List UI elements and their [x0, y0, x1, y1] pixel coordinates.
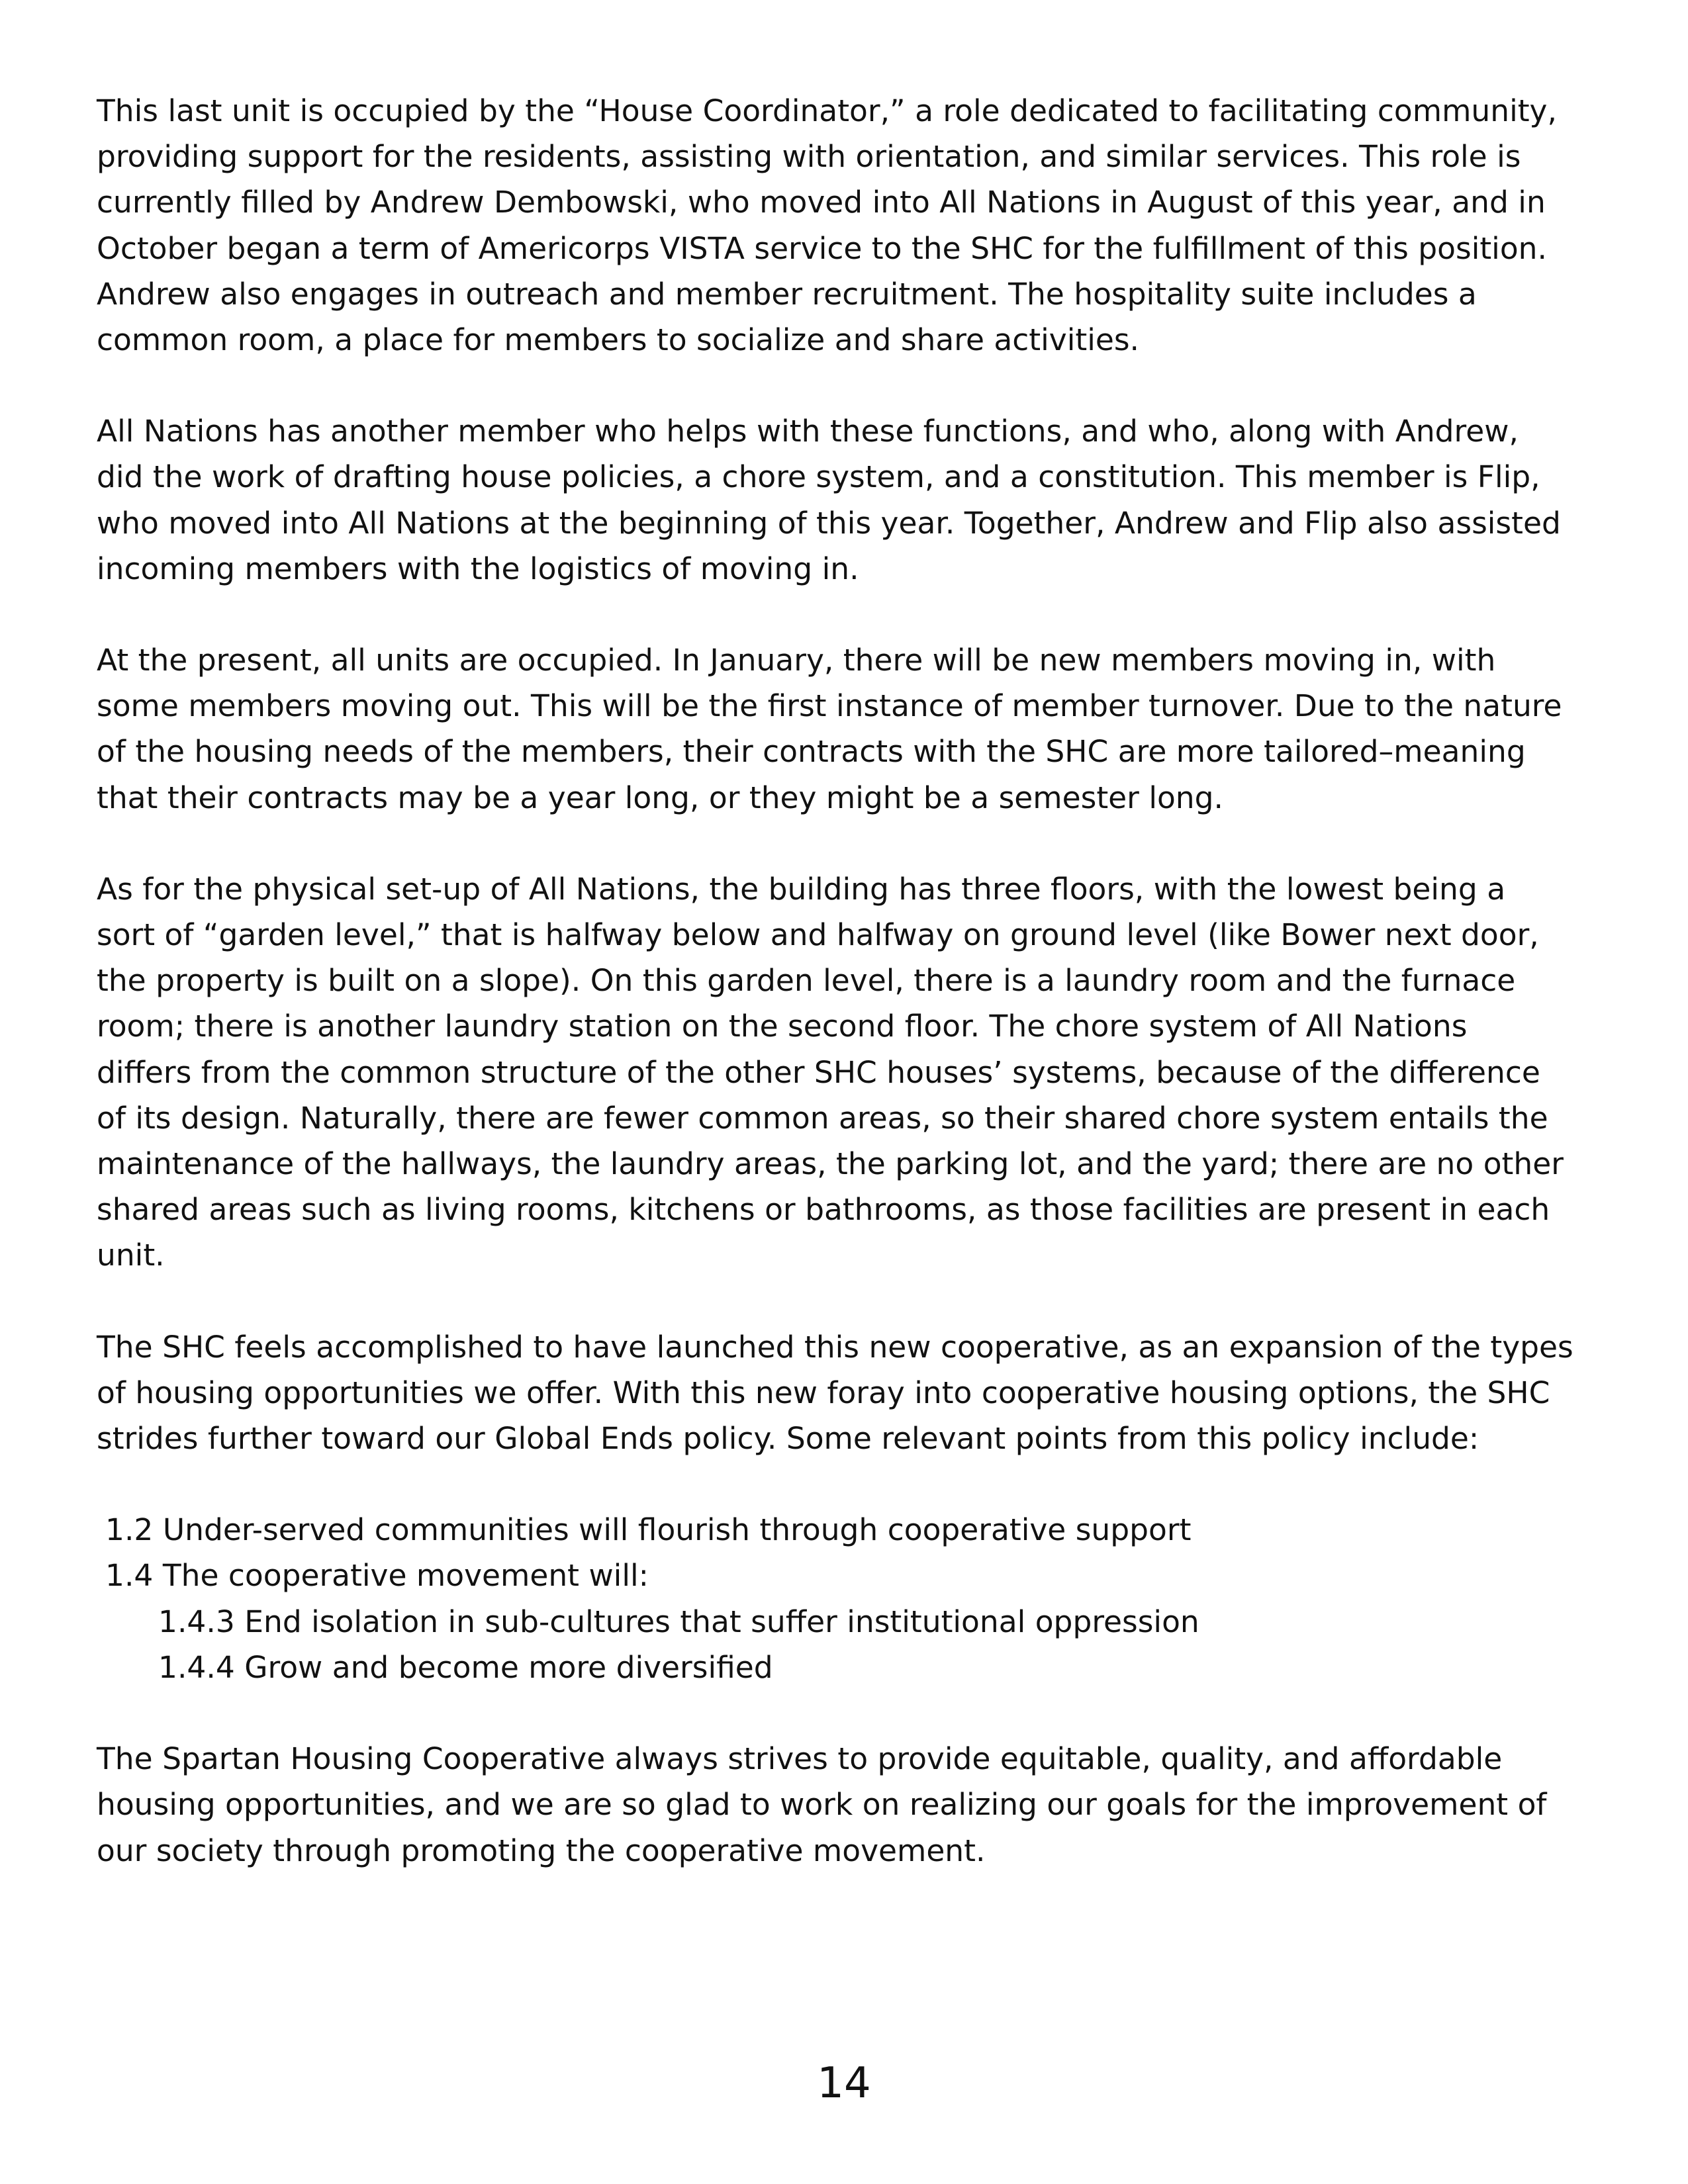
text-line: did the work of drafting house policies, a chore system, and a constitution. This member is Flip, [97, 459, 1540, 495]
policy-item-1-4-4: 1.4.4 Grow and become more diversified [158, 1649, 773, 1685]
policy-item-1-2: 1.2 Under-served communities will flourish through cooperative support [105, 1512, 1192, 1548]
paragraph-accomplishment [97, 1324, 1606, 1462]
text-line: room; there is another laundry station on the second floor. The chore system of All Nations [97, 1009, 1468, 1044]
text-line: incoming members with the logistics of moving in. [97, 551, 859, 586]
text-line: that their contracts may be a year long, or they might be a semester long. [97, 780, 1223, 815]
text-line: differs from the common structure of the other SHC houses’ systems, because of the difference [97, 1054, 1540, 1090]
page-number: 14 [817, 2059, 871, 2108]
text-line: who moved into All Nations at the beginning of this year. Together, Andrew and Flip also assisted [97, 505, 1561, 541]
text-line: shared areas such as living rooms, kitchens or bathrooms, as those facilities are present in each [97, 1192, 1550, 1228]
text-line: sort of “garden level,” that is halfway below and halfway on ground level (like Bower next door, [97, 917, 1539, 953]
paragraph-closing [97, 1736, 1606, 1874]
text-line: housing opportunities, and we are so glad to work on realizing our goals for the improvement of [97, 1787, 1547, 1823]
text-line: The Spartan Housing Cooperative always strives to provide equitable, quality, and affordable [97, 1741, 1503, 1777]
text-line: strides further toward our Global Ends policy. Some relevant points from this policy include: [97, 1421, 1479, 1457]
text-line: This last unit is occupied by the “House Coordinator,” a role dedicated to facilitating community, [97, 93, 1557, 128]
text-line: October began a term of Americorps VISTA service to the SHC for the fulfillment of this position. [97, 230, 1547, 266]
paragraph-physical-setup [97, 866, 1606, 1279]
text-line: The SHC feels accomplished to have launched this new cooperative, as an expansion of the types [97, 1329, 1573, 1365]
text-line: our society through promoting the cooperative movement. [97, 1833, 986, 1868]
text-line: Andrew also engages in outreach and member recruitment. The hospitality suite includes a [97, 276, 1477, 312]
text-line: unit. [97, 1238, 165, 1273]
page-body [97, 88, 1606, 1919]
text-line: some members moving out. This will be the first instance of member turnover. Due to the nature [97, 688, 1562, 724]
text-line: of housing opportunities we offer. With this new foray into cooperative housing options, the SHC [97, 1375, 1550, 1410]
paragraph-occupancy [97, 637, 1606, 821]
text-line: All Nations has another member who helps with these functions, and who, along with Andrew, [97, 414, 1519, 449]
text-line: the property is built on a slope). On this garden level, there is a laundry room and the furnace [97, 963, 1516, 999]
text-line: providing support for the residents, assisting with orientation, and similar services. This role is [97, 139, 1521, 175]
text-line: At the present, all units are occupied. In January, there will be new members moving in, with [97, 643, 1496, 678]
paragraph-other-member [97, 408, 1606, 592]
text-line: maintenance of the hallways, the laundry areas, the parking lot, and the yard; there are no other [97, 1146, 1564, 1182]
policy-item-1-4: 1.4 The cooperative movement will: [105, 1558, 649, 1594]
text-line: As for the physical set-up of All Nations, the building has three floors, with the lowest being a [97, 871, 1506, 907]
policy-item-1-4-3: 1.4.3 End isolation in sub-cultures that suffer institutional oppression [158, 1604, 1199, 1639]
text-line: common room, a place for members to socialize and share activities. [97, 322, 1139, 358]
policy-points-list [97, 1507, 1606, 1690]
text-line: of its design. Naturally, there are fewer common areas, so their shared chore system entails the [97, 1100, 1548, 1136]
text-line: of the housing needs of the members, their contracts with the SHC are more tailored–meaning [97, 734, 1526, 770]
paragraph-house-coordinator [97, 88, 1606, 363]
text-line: currently filled by Andrew Dembowski, who moved into All Nations in August of this year, and in [97, 185, 1546, 220]
